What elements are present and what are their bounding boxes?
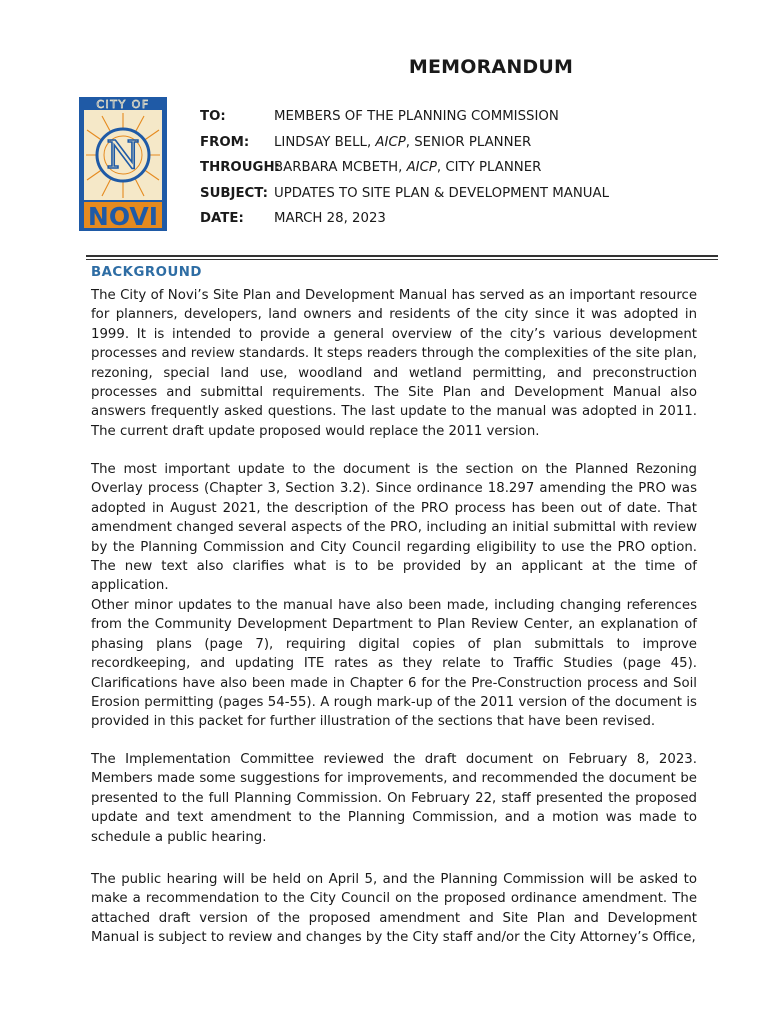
logo-bottom-text: NOVI <box>87 202 159 231</box>
header-row-through <box>200 155 609 181</box>
header-row-from <box>200 130 609 156</box>
from-label: FROM: <box>200 134 250 150</box>
through-label: THROUGH: <box>200 160 280 176</box>
body-paragraph-5: The public hearing will be held on April 5, and the Planning Commission will be asked to make a recommendation to the City Council on the proposed ordinance amendment. The attached draft version of the proposed amendment and Site Plan and Development Manual is subject to review and changes by the City staff and/or the City Attorney’s Office, <box>91 872 697 946</box>
body-paragraph-4: The Implementation Committee reviewed the draft document on February 8, 2023. Members made some suggestions for improvements, and recommended the document be presented to the full Planning Commission. On February 22, staff presented the proposed update and text amendment to the Planning Commission, and a motion was made to schedule a public hearing. <box>91 752 697 845</box>
header-divider-thin <box>86 259 718 260</box>
header-divider-thick <box>86 255 718 257</box>
to-label: TO: <box>200 109 226 125</box>
date-value: MARCH 28, 2023 <box>274 211 386 227</box>
memo-header <box>200 104 609 232</box>
body-paragraph-2: The most important update to the document is the section on the Planned Rezoning Overlay process (Chapter 3, Section 3.2). Since ordinance 18.297 amending the PRO was adopted in August 2021, the description of the PRO process has been out of date. That amendment changed several aspects of the PRO, including an initial submittal with review by the Planning Commission and City Council regarding eligibility to use the PRO option. The new text also clarifies what is to be provided by an applicant at the time of application. <box>91 462 697 594</box>
subject-value: UPDATES TO SITE PLAN & DEVELOPMENT MANUAL <box>274 185 610 201</box>
from-value <box>274 135 531 150</box>
body-paragraph-1: The City of Novi’s Site Plan and Development Manual has served as an important resource for planners, developers, land owners and residents of the city since it was adopted in 1999. It is intended to provide a general overview of the city’s various development processes and review standards. It steps readers through the complexities of the site plan, rezoning, special land use, woodland and wetland permitting, and preconstruction processes and submittal requirements. The Site Plan and Development Manual also answers frequently asked questions. The last update to the manual was adopted in 2011. The current draft update proposed would replace the 2011 version. <box>91 288 697 439</box>
logo-monogram: N <box>106 133 140 177</box>
from-name: LINDSAY BELL, <box>274 134 376 150</box>
body-paragraph-3: Other minor updates to the manual have also been made, including changing references from the Community Development Department to Plan Review Center, an explanation of phasing plans (page 7), requiring digital copies of plan submittals to improve recordkeeping, and updating ITE rates as they relate to Traffic Studies (page 45). Clarifications have also been made in Chapter 6 for the Pre-Construction process and Soil Erosion permitting (pages 54-55). A rough mark-up of the 2011 version of the document is provided in this packet for further illustration of the sections that have been revised. <box>91 598 697 730</box>
through-name: BARBARA MCBETH, <box>274 160 407 176</box>
header-row-subject <box>200 181 609 207</box>
header-row-date <box>200 206 609 232</box>
from-credential: AICP <box>375 134 406 150</box>
date-label: DATE: <box>200 211 244 227</box>
city-of-novi-logo <box>78 96 168 232</box>
logo-top-text: CITY OF <box>96 98 150 111</box>
subject-label: SUBJECT: <box>200 185 268 201</box>
header-row-to <box>200 104 609 130</box>
through-title: , CITY PLANNER <box>436 160 542 176</box>
from-title: , SENIOR PLANNER <box>405 134 532 150</box>
through-credential: AICP <box>406 160 437 176</box>
section-heading-background: BACKGROUND <box>91 265 202 280</box>
to-value: MEMBERS OF THE PLANNING COMMISSION <box>274 109 559 125</box>
through-value <box>274 160 541 175</box>
memo-title: MEMORANDUM <box>408 56 574 78</box>
